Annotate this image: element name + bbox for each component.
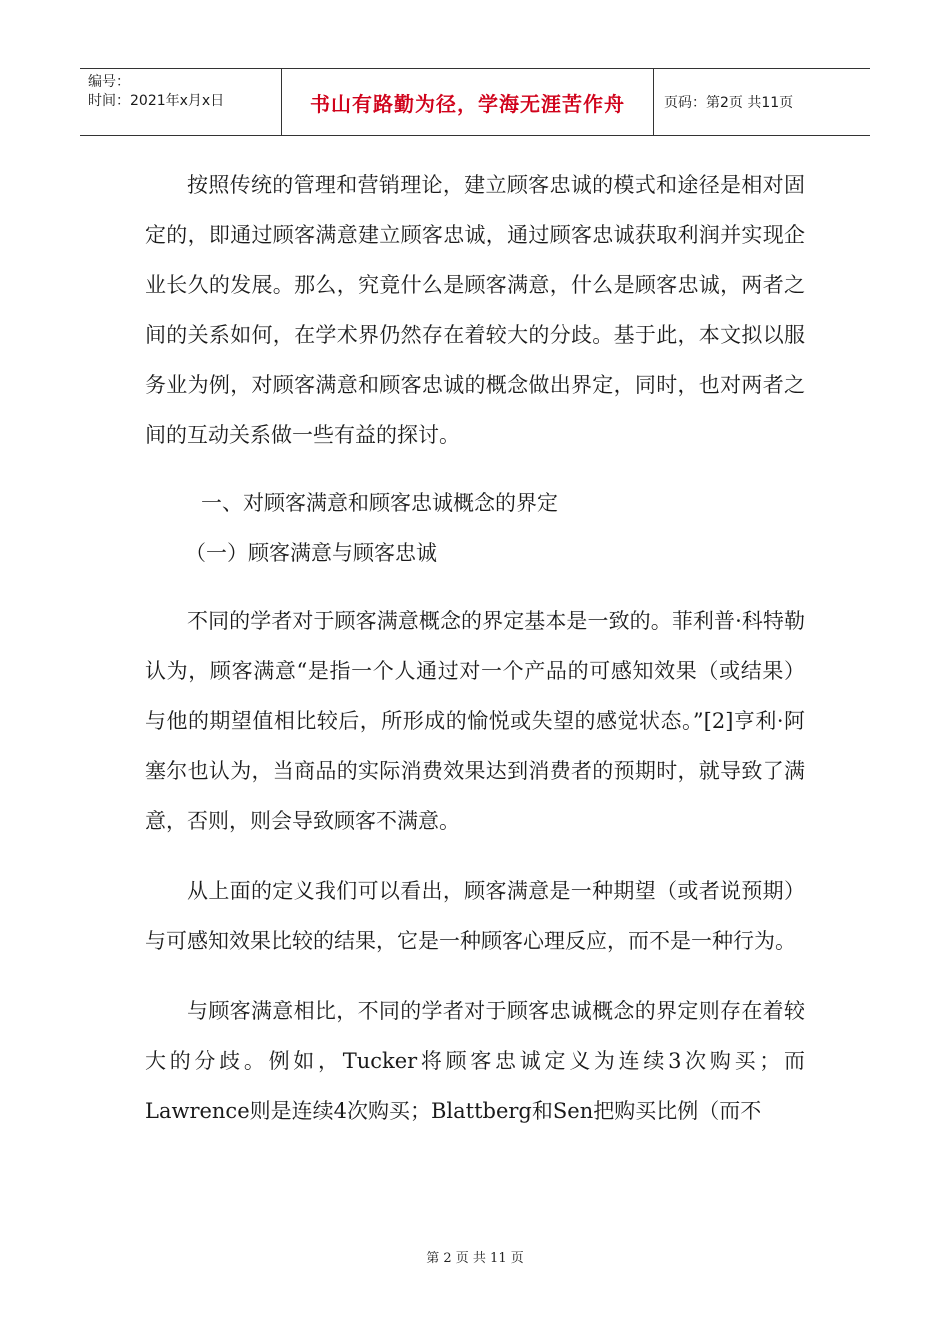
- page-footer: [0, 1247, 950, 1266]
- document-time-label: 时间：2021年x月x日: [88, 93, 225, 109]
- header-motto-cell: [282, 69, 654, 135]
- paragraph-gap: [145, 460, 805, 478]
- document-number-label: 编号：: [88, 74, 130, 90]
- section-heading: 一、对顾客满意和顾客忠诚概念的界定: [201, 491, 558, 515]
- header-page-number: 页码：第2页 共11页: [664, 95, 794, 111]
- footer-page-number: 第 2 页 共 11 页: [426, 1251, 524, 1266]
- subsection-heading: （一）顾客满意与顾客忠诚: [185, 541, 437, 565]
- body-paragraph: 从上面的定义我们可以看出，顾客满意是一种期望（或者说预期）与可感知效果比较的结果，它是一种顾客心理反应，而不是一种行为。: [145, 879, 805, 953]
- paragraph-gap: [145, 966, 805, 986]
- paragraph-gap: [145, 846, 805, 866]
- page-header: [80, 68, 870, 136]
- document-body: [145, 160, 805, 1136]
- header-motto: 书山有路勤为径，学海无涯苦作舟: [310, 91, 625, 116]
- body-paragraph: 与顾客满意相比，不同的学者对于顾客忠诚概念的界定则存在着较大的分歧。例如，Tucker将顾客忠诚定义为连续3次购买；而Lawrence则是连续4次购买；Blattberg和Sen把购买比例（而不: [145, 999, 805, 1123]
- header-meta-cell: [80, 69, 282, 135]
- body-paragraph: 不同的学者对于顾客满意概念的界定基本是一致的。菲利普·科特勒认为，顾客满意“是指一个人通过对一个产品的可感知效果（或结果）与他的期望值相比较后，所形成的愉悦或失望的感觉状态。”[2]亨利·阿塞尔也认为，当商品的实际消费效果达到消费者的预期时，就导致了满意，否则，则会导致顾客不满意。: [145, 609, 805, 833]
- paragraph-gap: [145, 578, 805, 596]
- header-page-cell: [654, 69, 870, 135]
- body-paragraph: 按照传统的管理和营销理论，建立顾客忠诚的模式和途径是相对固定的，即通过顾客满意建立顾客忠诚，通过顾客忠诚获取利润并实现企业长久的发展。那么，究竟什么是顾客满意，什么是顾客忠诚，两者之间的关系如何，在学术界仍然存在着较大的分歧。基于此，本文拟以服务业为例，对顾客满意和顾客忠诚的概念做出界定，同时，也对两者之间的互动关系做一些有益的探讨。: [145, 173, 805, 447]
